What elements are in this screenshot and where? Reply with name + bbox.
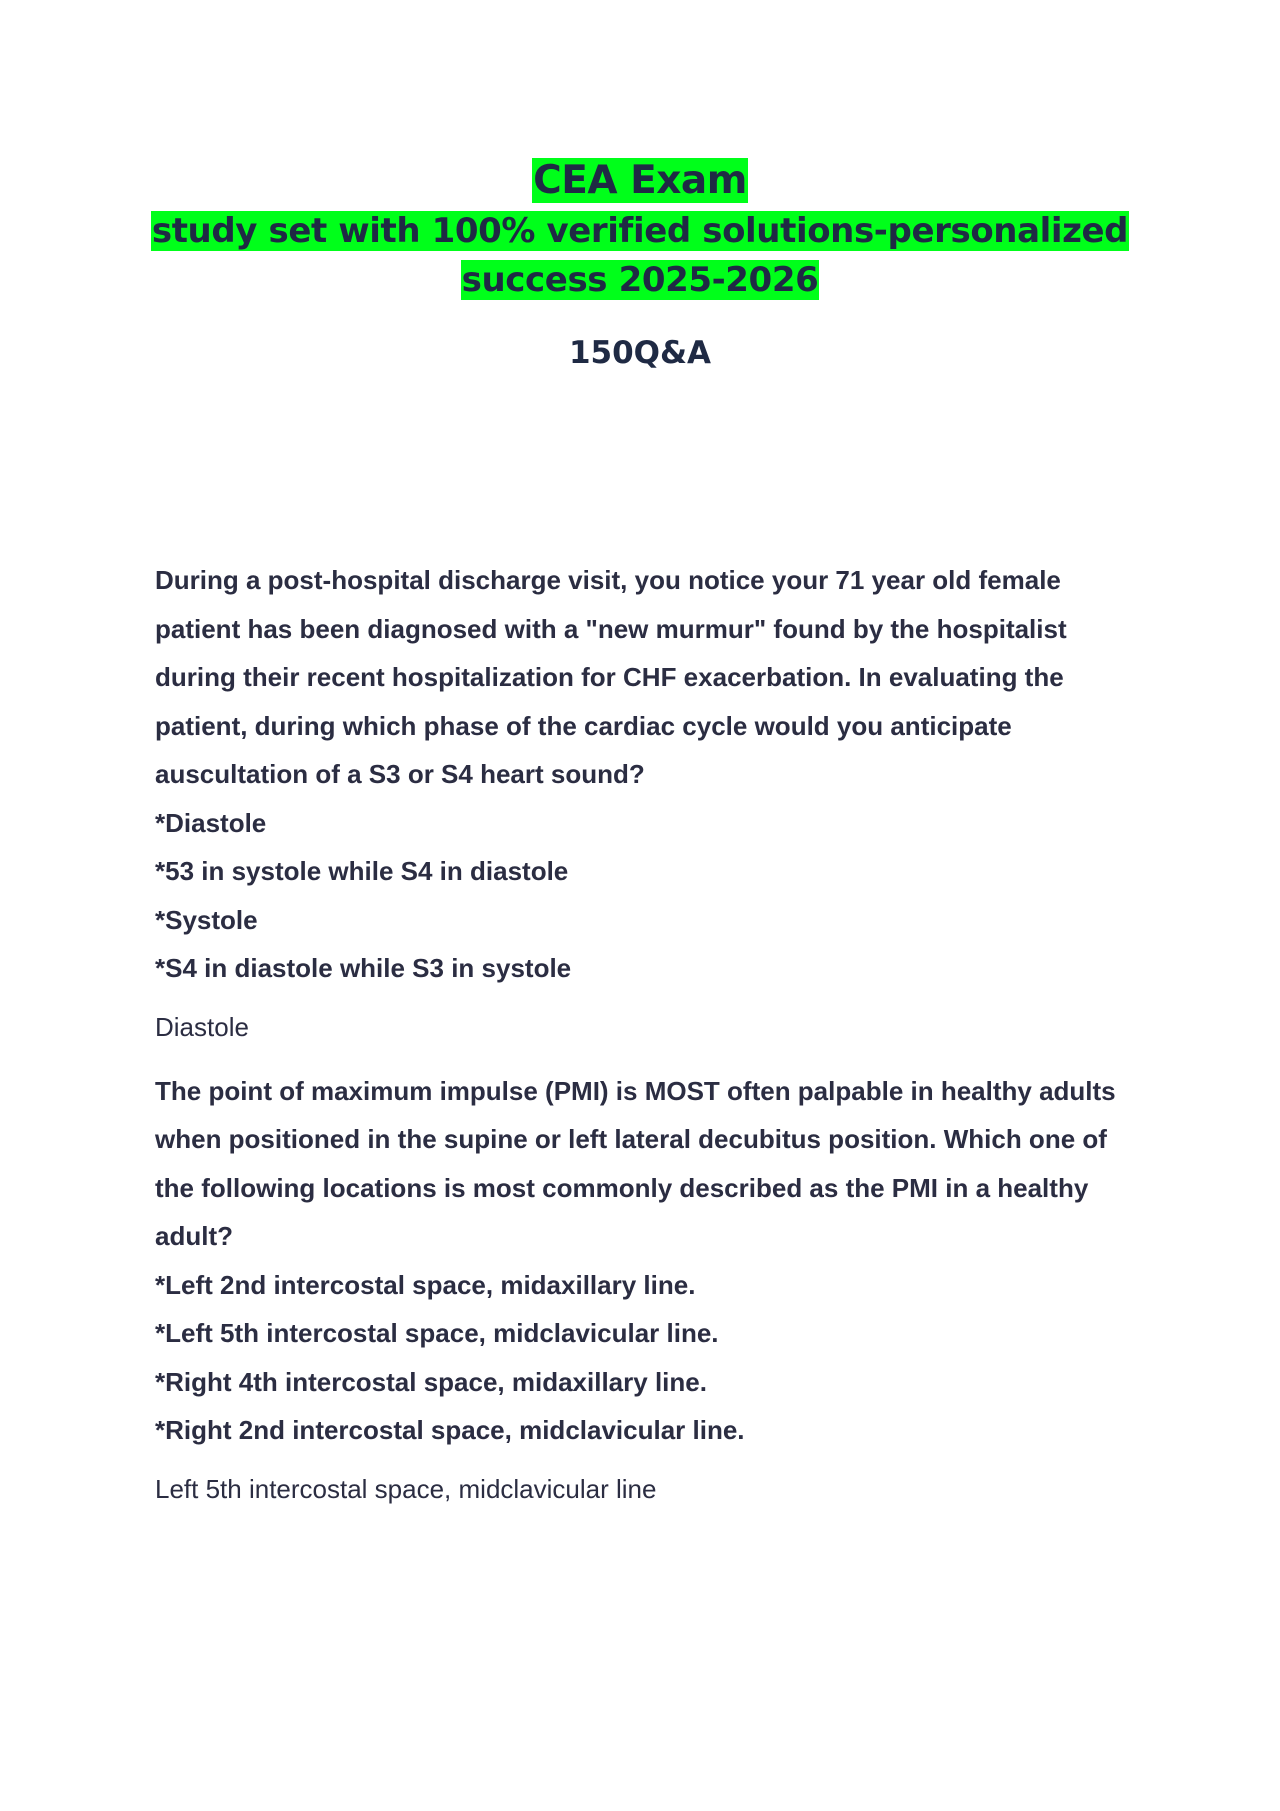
subtitle-line-1: study set with 100% verified solutions-personalized [151, 211, 1129, 251]
option-item: *Left 5th intercostal space, midclavicular line. [155, 1318, 719, 1348]
qa-item-1 [155, 556, 1145, 1047]
option-item: *Systole [155, 904, 258, 935]
option-item: *Right 2nd intercostal space, midclavicular line. [155, 1415, 745, 1445]
option-item: *Left 2nd intercostal space, midaxillary line. [155, 1269, 696, 1300]
title-block [0, 155, 1280, 375]
question-count: 150Q&A [568, 335, 712, 371]
qa-item-2 [155, 1067, 1145, 1509]
subtitle-line-2: success 2025-2026 [461, 260, 819, 300]
option-item: *53 in systole while S4 in diastole [155, 856, 569, 886]
answer-text: Diastole [155, 1011, 249, 1042]
title-highlight: CEA Exam [533, 158, 747, 203]
question-text: During a post-hospital discharge visit, you notice your 71 year old female patient has been diagnosed with a "new murmur" found by the hospitalist during their recent hospitalization for CHF exacerbation. In evaluating the patient, during which phase of the cardiac cycle would you anticipate auscultation of a S3 or S4 heart sound? [155, 565, 1067, 789]
option-item: *S4 in diastole while S3 in systole [155, 953, 572, 983]
question-text: The point of maximum impulse (PMI) is MOST often palpable in healthy adults when positioned in the supine or left lateral decubitus position. Which one of the following locations is most commonly described as the PMI in a healthy adult? [155, 1075, 1116, 1251]
document-title [0, 155, 1280, 207]
answer-text: Left 5th intercostal space, midclavicular line [155, 1473, 657, 1504]
qa-content [155, 556, 1145, 1529]
document-subtitle [0, 207, 1280, 305]
option-item: *Right 4th intercostal space, midaxillary line. [155, 1366, 707, 1397]
option-item: *Diastole [155, 807, 267, 838]
